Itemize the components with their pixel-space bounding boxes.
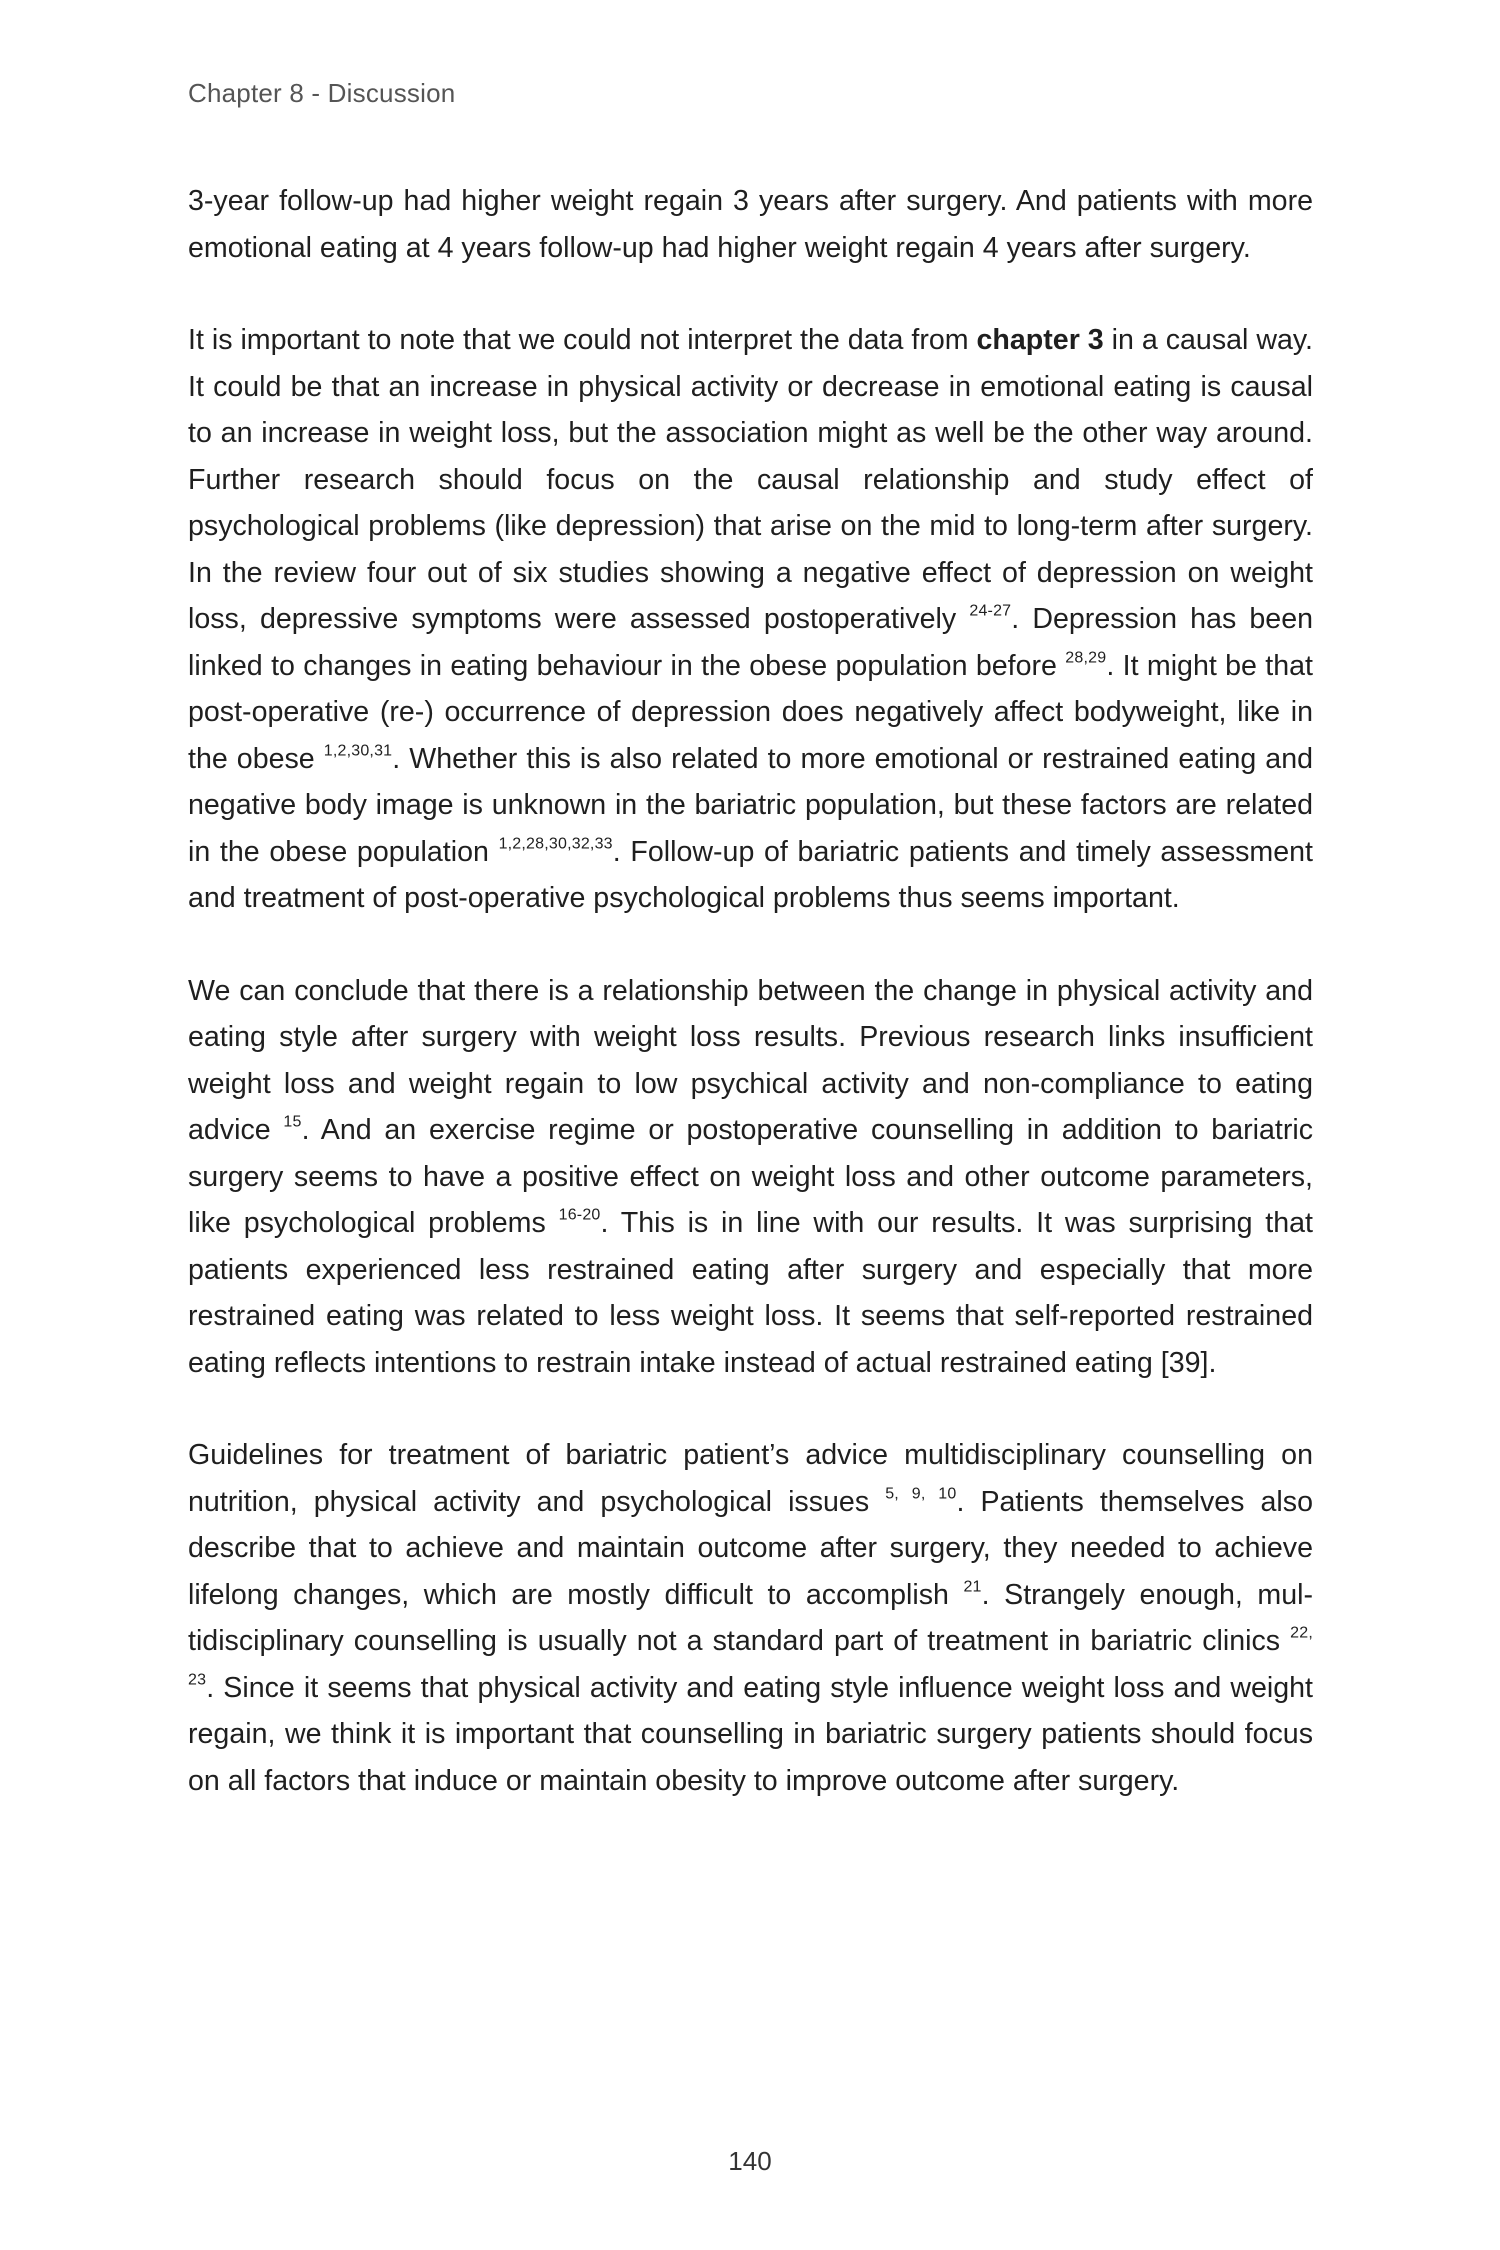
chapter-reference: chapter 3 [976, 324, 1104, 356]
citation-superscript: 16-20 [558, 1206, 601, 1224]
citation-superscript: 1,2,30,31 [323, 742, 393, 760]
paragraph-1 [188, 178, 1313, 271]
paragraph-text: . And an exercise regime or postoperative counselling in addition to bariatric surgery seems to have a positive effect on weight loss and other outcome parameters, like psychological problems [188, 1114, 1313, 1239]
paragraph-text: 3-year follow-up had higher weight regain 3 years after surgery. And patients with more emotional eating at 4 years follow-up had higher weight regain 4 years after surgery. [188, 185, 1313, 264]
citation-superscript: 1,2,28,30,32,33 [498, 835, 613, 853]
paragraph-text: . It might be that post-operative (re-) occurrence of depression does negatively affect bodyweight, like in the obese [188, 649, 1313, 775]
running-header: Chapter 8 - Discussion [188, 78, 456, 108]
citation-superscript: 24-27 [969, 602, 1012, 620]
paragraph-text: Guidelines for treatment of bariatric patient’s advice multidisciplinary counselling on nutrition, physical activity and psychological issues [188, 1439, 1313, 1518]
paragraph-3 [188, 968, 1313, 1387]
paragraph-text: It is important to note that we could not interpret the data from [188, 324, 977, 356]
paragraph-text: . Patients themselves also describe that to achieve and maintain outcome after surgery, they needed to achieve lifelong changes, which are mostly difficult to accomplish [188, 1485, 1313, 1611]
paragraph-2 [188, 317, 1313, 922]
paragraph-text: . Follow-up of bariatric patients and timely assessment and treatment of post-operative psychological problems thus seems important. [188, 835, 1313, 914]
paragraph-text: . Since it seems that physical activity and eating style influence weight loss and weight regain, we think it is important that counselling in bariatric surgery patients should focus on all factors that induce or maintain obesity to improve outcome after surgery. [188, 1671, 1313, 1797]
paragraph-text: . This is in line with our results. It was surprising that patients experienced less restrained eating after surgery and especially that more restrained eating was related to less weight loss. It seems that self-reported restrained eating reflects intentions to restrain intake instead of actual restrained eating [39]. [188, 1207, 1313, 1379]
page-number: 140 [728, 2146, 772, 2176]
paragraph-text: . Strangely enough, multidisciplinary counselling is usually not a standard part of treatment in bariatric clinics [188, 1578, 1313, 1657]
citation-superscript: 21 [963, 1578, 982, 1596]
paragraph-text: . Depression has been linked to changes in eating behaviour in the obese population before [188, 603, 1313, 682]
paragraph-text: in a causal way. It could be that an increase in physical activity or decrease in emotional eating is causal to an increase in weight loss, but the association might as well be the other way around. Further research should focus on the causal relationship and study effect of psychological problems (like depression) that arise on the mid to long-term after surgery. In the review four out of six studies showing a negative effect of depression on weight loss, depressive symptoms were assessed postoperatively [188, 324, 1314, 635]
citation-superscript: 5, 9, 10 [885, 1485, 957, 1503]
body-text [188, 178, 1313, 1804]
paragraph-text: We can conclude that there is a relationship between the change in physical activity and eating style after surgery with weight loss results. Previous research links insufficient weight loss and weight regain to low psychical activity and non-compliance to eating advice [188, 974, 1313, 1146]
citation-superscript: 28,29 [1065, 649, 1107, 667]
citation-superscript: 22, 23 [188, 1624, 1313, 1689]
paragraph-4 [188, 1432, 1313, 1804]
citation-superscript: 15 [283, 1113, 302, 1131]
paragraph-text: . Whether this is also related to more emotional or restrained eating and negative body image is unknown in the bariatric population, but these factors are related in the obese population [188, 742, 1314, 868]
